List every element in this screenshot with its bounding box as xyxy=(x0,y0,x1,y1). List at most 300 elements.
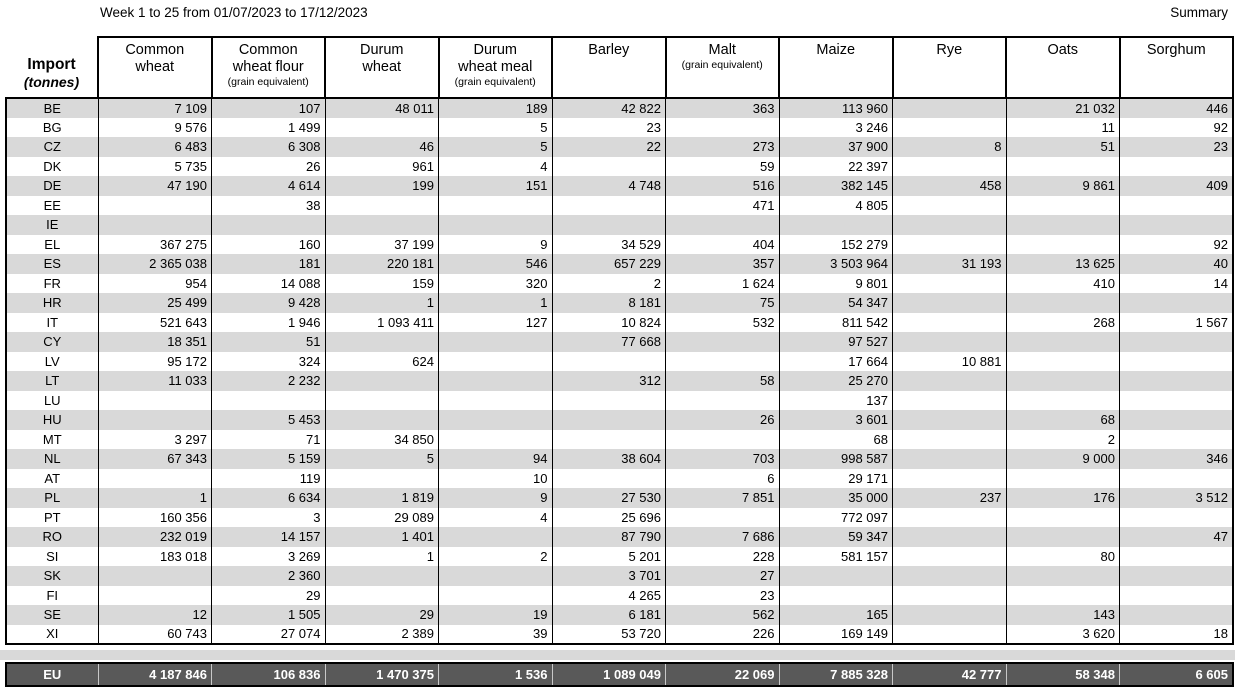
value-cell: 1 089 049 xyxy=(552,663,666,686)
value-cell xyxy=(1006,566,1120,586)
column-title: Durum xyxy=(473,42,517,58)
value-cell: 363 xyxy=(666,98,780,118)
value-cell xyxy=(552,352,666,372)
value-cell: 409 xyxy=(1120,176,1234,196)
value-cell: 9 xyxy=(439,488,553,508)
value-cell: 237 xyxy=(893,488,1007,508)
value-cell: 382 145 xyxy=(779,176,893,196)
value-cell: 1 819 xyxy=(325,488,439,508)
import-table xyxy=(5,36,1234,645)
table-row xyxy=(6,508,1233,528)
country-code-cell: IE xyxy=(6,215,98,235)
value-cell xyxy=(666,430,780,450)
value-cell: 12 xyxy=(98,605,212,625)
value-cell: 226 xyxy=(666,625,780,645)
country-code-cell: EL xyxy=(6,235,98,255)
value-cell: 3 620 xyxy=(1006,625,1120,645)
value-cell: 34 529 xyxy=(552,235,666,255)
value-cell xyxy=(439,586,553,606)
value-cell: 75 xyxy=(666,293,780,313)
eu-total-row xyxy=(6,663,1233,686)
table-row xyxy=(6,605,1233,625)
value-cell: 107 xyxy=(212,98,326,118)
value-cell: 68 xyxy=(779,430,893,450)
value-cell: 25 696 xyxy=(552,508,666,528)
value-cell: 703 xyxy=(666,449,780,469)
column-header-barley xyxy=(552,37,666,98)
value-cell xyxy=(1120,371,1234,391)
country-code-cell: MT xyxy=(6,430,98,450)
value-cell: 232 019 xyxy=(98,527,212,547)
value-cell: 31 193 xyxy=(893,254,1007,274)
value-cell xyxy=(552,157,666,177)
value-cell xyxy=(779,566,893,586)
value-cell: 38 xyxy=(212,196,326,216)
table-row xyxy=(6,274,1233,294)
value-cell: 1 505 xyxy=(212,605,326,625)
value-cell: 199 xyxy=(325,176,439,196)
value-cell: 458 xyxy=(893,176,1007,196)
value-cell: 3 246 xyxy=(779,118,893,138)
value-cell xyxy=(666,332,780,352)
top-bar xyxy=(0,0,1235,36)
value-cell xyxy=(1006,371,1120,391)
value-cell xyxy=(1120,566,1234,586)
value-cell: 22 xyxy=(552,137,666,157)
value-cell: 34 850 xyxy=(325,430,439,450)
column-title: Rye xyxy=(936,42,963,58)
value-cell: 5 xyxy=(439,118,553,138)
column-title: Maize xyxy=(816,42,856,58)
column-title: wheat xyxy=(362,59,402,76)
table-row xyxy=(6,118,1233,138)
value-cell: 532 xyxy=(666,313,780,333)
country-code-cell: LT xyxy=(6,371,98,391)
column-header-sorghum xyxy=(1120,37,1234,98)
value-cell: 19 xyxy=(439,605,553,625)
value-cell: 71 xyxy=(212,430,326,450)
value-cell: 26 xyxy=(666,410,780,430)
value-cell: 772 097 xyxy=(779,508,893,528)
value-cell: 60 743 xyxy=(98,625,212,645)
value-cell: 9 576 xyxy=(98,118,212,138)
value-cell xyxy=(212,391,326,411)
value-cell xyxy=(1006,469,1120,489)
value-cell: 6 308 xyxy=(212,137,326,157)
value-cell xyxy=(98,410,212,430)
table-row xyxy=(6,547,1233,567)
value-cell: 1 946 xyxy=(212,313,326,333)
value-cell: 471 xyxy=(666,196,780,216)
value-cell: 67 343 xyxy=(98,449,212,469)
value-cell: 29 xyxy=(325,605,439,625)
value-cell xyxy=(439,371,553,391)
value-cell: 5 159 xyxy=(212,449,326,469)
country-code-cell: EE xyxy=(6,196,98,216)
value-cell: 1 401 xyxy=(325,527,439,547)
column-title: wheat xyxy=(135,59,175,76)
country-code-cell: BG xyxy=(6,118,98,138)
value-cell: 624 xyxy=(325,352,439,372)
value-cell: 59 xyxy=(666,157,780,177)
value-cell xyxy=(666,215,780,235)
value-cell: 268 xyxy=(1006,313,1120,333)
value-cell: 94 xyxy=(439,449,553,469)
value-cell: 18 xyxy=(1120,625,1234,645)
value-cell xyxy=(1006,235,1120,255)
value-cell xyxy=(1120,157,1234,177)
value-cell: 1 499 xyxy=(212,118,326,138)
column-title: wheat meal xyxy=(458,59,533,76)
value-cell: 10 881 xyxy=(893,352,1007,372)
value-cell: 5 xyxy=(325,449,439,469)
column-title: Sorghum xyxy=(1146,42,1206,58)
value-cell: 95 172 xyxy=(98,352,212,372)
value-cell: 6 483 xyxy=(98,137,212,157)
value-cell xyxy=(893,469,1007,489)
value-cell: 14 088 xyxy=(212,274,326,294)
value-cell: 39 xyxy=(439,625,553,645)
value-cell: 2 xyxy=(552,274,666,294)
column-header-common-wheat xyxy=(98,37,212,98)
value-cell xyxy=(893,625,1007,645)
value-cell: 119 xyxy=(212,469,326,489)
value-cell xyxy=(666,508,780,528)
table-row xyxy=(6,98,1233,118)
value-cell: 92 xyxy=(1120,235,1234,255)
country-code-cell: EU xyxy=(6,663,98,686)
value-cell xyxy=(893,215,1007,235)
value-cell xyxy=(212,215,326,235)
value-cell: 23 xyxy=(1120,137,1234,157)
value-cell xyxy=(439,352,553,372)
table-row xyxy=(6,196,1233,216)
value-cell: 22 069 xyxy=(666,663,780,686)
column-title: Oats xyxy=(1047,42,1079,58)
country-code-cell: LU xyxy=(6,391,98,411)
value-cell xyxy=(779,215,893,235)
value-cell xyxy=(893,274,1007,294)
column-subtitle: (grain equivalent) xyxy=(227,76,309,89)
value-cell: 47 xyxy=(1120,527,1234,547)
value-cell: 562 xyxy=(666,605,780,625)
value-cell xyxy=(439,527,553,547)
value-cell xyxy=(1006,586,1120,606)
value-cell xyxy=(666,352,780,372)
value-cell: 51 xyxy=(212,332,326,352)
value-cell xyxy=(1120,196,1234,216)
country-code-cell: PT xyxy=(6,508,98,528)
value-cell: 21 032 xyxy=(1006,98,1120,118)
table-row xyxy=(6,215,1233,235)
value-cell: 29 089 xyxy=(325,508,439,528)
value-cell: 954 xyxy=(98,274,212,294)
value-cell xyxy=(98,586,212,606)
value-cell: 6 634 xyxy=(212,488,326,508)
value-cell: 17 664 xyxy=(779,352,893,372)
value-cell: 4 xyxy=(439,508,553,528)
country-code-cell: DE xyxy=(6,176,98,196)
value-cell xyxy=(893,566,1007,586)
value-cell: 5 xyxy=(439,137,553,157)
value-cell: 9 801 xyxy=(779,274,893,294)
value-cell: 54 347 xyxy=(779,293,893,313)
value-cell: 4 748 xyxy=(552,176,666,196)
value-cell: 581 157 xyxy=(779,547,893,567)
country-code-cell: ES xyxy=(6,254,98,274)
value-cell xyxy=(666,118,780,138)
value-cell: 1 567 xyxy=(1120,313,1234,333)
value-cell xyxy=(893,449,1007,469)
value-cell: 26 xyxy=(212,157,326,177)
column-title: Malt xyxy=(708,42,736,58)
value-cell: 127 xyxy=(439,313,553,333)
value-cell: 160 xyxy=(212,235,326,255)
table-row xyxy=(6,449,1233,469)
country-code-cell: SI xyxy=(6,547,98,567)
column-title: Common xyxy=(238,42,298,58)
value-cell: 159 xyxy=(325,274,439,294)
table-row xyxy=(6,254,1233,274)
column-subtitle: (grain equivalent) xyxy=(681,59,763,72)
value-cell: 47 190 xyxy=(98,176,212,196)
value-cell: 3 xyxy=(212,508,326,528)
column-header-rye xyxy=(893,37,1007,98)
value-cell: 357 xyxy=(666,254,780,274)
table-header xyxy=(6,37,1233,98)
value-cell: 46 xyxy=(325,137,439,157)
value-cell: 7 851 xyxy=(666,488,780,508)
eu-total-table xyxy=(5,662,1234,687)
value-cell xyxy=(98,391,212,411)
value-cell: 546 xyxy=(439,254,553,274)
value-cell xyxy=(1006,293,1120,313)
column-title: Durum xyxy=(359,42,404,58)
value-cell: 58 348 xyxy=(1006,663,1120,686)
value-cell: 7 109 xyxy=(98,98,212,118)
value-cell: 228 xyxy=(666,547,780,567)
value-cell: 4 805 xyxy=(779,196,893,216)
country-code-cell: FI xyxy=(6,586,98,606)
value-cell: 97 527 xyxy=(779,332,893,352)
value-cell xyxy=(1120,547,1234,567)
country-code-cell: SK xyxy=(6,566,98,586)
country-code-cell: LV xyxy=(6,352,98,372)
value-cell: 6 605 xyxy=(1120,663,1234,686)
country-code-cell: XI xyxy=(6,625,98,645)
column-header-common-wheat-flour xyxy=(212,37,326,98)
country-code-cell: FR xyxy=(6,274,98,294)
value-cell xyxy=(779,586,893,606)
value-cell: 1 536 xyxy=(439,663,553,686)
column-header-oats xyxy=(1006,37,1120,98)
table-row xyxy=(6,293,1233,313)
value-cell xyxy=(1120,293,1234,313)
value-cell: 6 xyxy=(666,469,780,489)
value-cell: 410 xyxy=(1006,274,1120,294)
import-unit: (tonnes) xyxy=(23,73,80,90)
value-cell xyxy=(893,410,1007,430)
value-cell xyxy=(893,235,1007,255)
value-cell: 143 xyxy=(1006,605,1120,625)
value-cell: 320 xyxy=(439,274,553,294)
value-cell xyxy=(1006,332,1120,352)
value-cell: 160 356 xyxy=(98,508,212,528)
value-cell: 59 347 xyxy=(779,527,893,547)
value-cell xyxy=(893,332,1007,352)
value-cell: 811 542 xyxy=(779,313,893,333)
value-cell xyxy=(1120,605,1234,625)
table-row xyxy=(6,137,1233,157)
value-cell xyxy=(439,430,553,450)
value-cell xyxy=(325,586,439,606)
value-cell xyxy=(893,157,1007,177)
value-cell: 2 xyxy=(1006,430,1120,450)
value-cell xyxy=(893,371,1007,391)
value-cell: 4 265 xyxy=(552,586,666,606)
value-cell xyxy=(325,371,439,391)
value-cell: 137 xyxy=(779,391,893,411)
table-row xyxy=(6,488,1233,508)
value-cell: 3 269 xyxy=(212,547,326,567)
summary-label: Summary xyxy=(1170,5,1228,20)
value-cell: 1 624 xyxy=(666,274,780,294)
value-cell: 9 428 xyxy=(212,293,326,313)
value-cell: 657 229 xyxy=(552,254,666,274)
value-cell: 8 181 xyxy=(552,293,666,313)
separator-band xyxy=(0,650,1235,660)
value-cell: 51 xyxy=(1006,137,1120,157)
value-cell xyxy=(1120,508,1234,528)
country-code-cell: IT xyxy=(6,313,98,333)
value-cell: 23 xyxy=(552,118,666,138)
value-cell: 23 xyxy=(666,586,780,606)
table-row xyxy=(6,352,1233,372)
value-cell: 14 xyxy=(1120,274,1234,294)
value-cell xyxy=(1006,196,1120,216)
value-cell: 42 822 xyxy=(552,98,666,118)
table-row xyxy=(6,430,1233,450)
value-cell: 87 790 xyxy=(552,527,666,547)
value-cell xyxy=(893,586,1007,606)
value-cell xyxy=(439,196,553,216)
value-cell: 9 000 xyxy=(1006,449,1120,469)
value-cell: 404 xyxy=(666,235,780,255)
value-cell: 273 xyxy=(666,137,780,157)
country-code-cell: HU xyxy=(6,410,98,430)
value-cell: 13 625 xyxy=(1006,254,1120,274)
value-cell xyxy=(439,410,553,430)
value-cell: 80 xyxy=(1006,547,1120,567)
country-code-cell: SE xyxy=(6,605,98,625)
value-cell xyxy=(893,391,1007,411)
value-cell xyxy=(893,293,1007,313)
value-cell xyxy=(439,215,553,235)
value-cell: 181 xyxy=(212,254,326,274)
value-cell: 516 xyxy=(666,176,780,196)
value-cell xyxy=(1006,215,1120,235)
value-cell xyxy=(1006,157,1120,177)
value-cell: 48 011 xyxy=(325,98,439,118)
table-row xyxy=(6,586,1233,606)
value-cell: 1 xyxy=(98,488,212,508)
value-cell: 10 xyxy=(439,469,553,489)
column-subtitle: (grain equivalent) xyxy=(454,76,536,89)
value-cell: 14 157 xyxy=(212,527,326,547)
value-cell xyxy=(1120,586,1234,606)
value-cell: 9 xyxy=(439,235,553,255)
value-cell: 22 397 xyxy=(779,157,893,177)
value-cell xyxy=(325,566,439,586)
value-cell: 346 xyxy=(1120,449,1234,469)
value-cell xyxy=(1006,527,1120,547)
value-cell: 37 900 xyxy=(779,137,893,157)
value-cell: 1 093 411 xyxy=(325,313,439,333)
value-cell: 176 xyxy=(1006,488,1120,508)
value-cell xyxy=(98,469,212,489)
value-cell xyxy=(325,469,439,489)
value-cell: 1 470 375 xyxy=(325,663,439,686)
value-cell xyxy=(552,430,666,450)
value-cell: 29 171 xyxy=(779,469,893,489)
country-code-cell: RO xyxy=(6,527,98,547)
value-cell: 2 365 038 xyxy=(98,254,212,274)
value-cell: 35 000 xyxy=(779,488,893,508)
value-cell: 1 xyxy=(325,293,439,313)
value-cell: 2 232 xyxy=(212,371,326,391)
table-row xyxy=(6,235,1233,255)
column-title: Common xyxy=(125,42,185,58)
country-code-cell: BE xyxy=(6,98,98,118)
table-row xyxy=(6,410,1233,430)
value-cell xyxy=(439,566,553,586)
header-row xyxy=(6,37,1233,98)
value-cell xyxy=(325,118,439,138)
value-cell xyxy=(666,391,780,411)
value-cell: 9 861 xyxy=(1006,176,1120,196)
column-title: Barley xyxy=(588,42,630,58)
value-cell: 25 499 xyxy=(98,293,212,313)
value-cell xyxy=(552,215,666,235)
value-cell: 5 735 xyxy=(98,157,212,177)
value-cell: 1 xyxy=(325,547,439,567)
country-code-cell: DK xyxy=(6,157,98,177)
value-cell: 10 824 xyxy=(552,313,666,333)
value-cell xyxy=(893,547,1007,567)
value-cell: 8 xyxy=(893,137,1007,157)
table-row xyxy=(6,391,1233,411)
country-code-cell: CZ xyxy=(6,137,98,157)
value-cell xyxy=(893,527,1007,547)
value-cell: 189 xyxy=(439,98,553,118)
value-cell: 4 xyxy=(439,157,553,177)
value-cell xyxy=(1120,391,1234,411)
value-cell xyxy=(1120,332,1234,352)
column-title: wheat flour xyxy=(232,59,304,76)
table-row xyxy=(6,313,1233,333)
value-cell: 152 279 xyxy=(779,235,893,255)
value-cell: 2 389 xyxy=(325,625,439,645)
value-cell xyxy=(1120,410,1234,430)
table-row xyxy=(6,332,1233,352)
value-cell xyxy=(439,391,553,411)
value-cell xyxy=(1006,352,1120,372)
value-cell xyxy=(325,332,439,352)
table-row xyxy=(6,469,1233,489)
value-cell: 3 601 xyxy=(779,410,893,430)
table-row xyxy=(6,176,1233,196)
value-cell: 11 xyxy=(1006,118,1120,138)
